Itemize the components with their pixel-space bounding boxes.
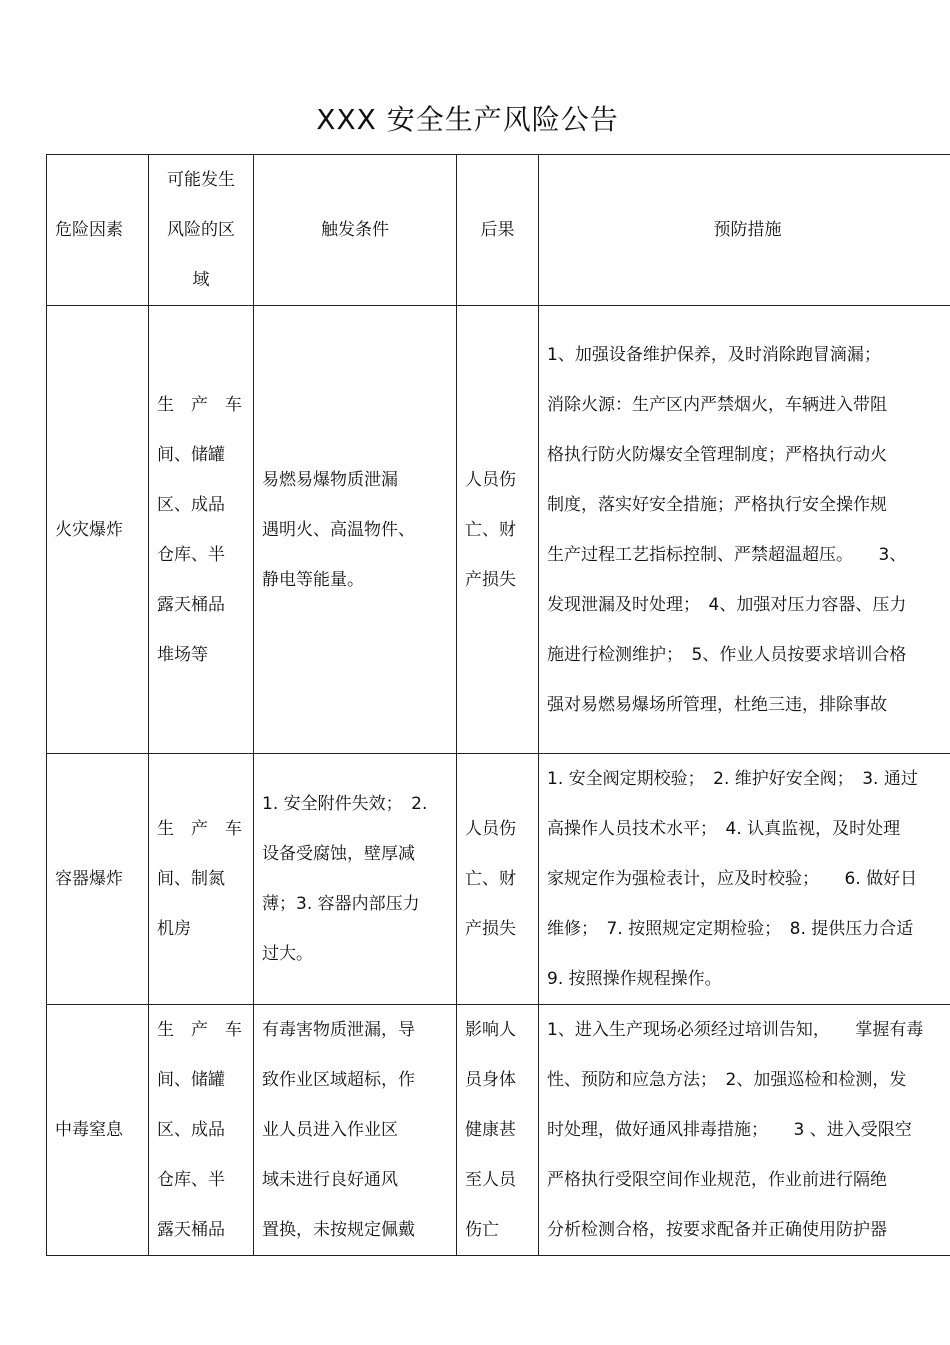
measure-line: 维修； 7. 按照规定定期检验； 8. 提供压力合适	[547, 919, 914, 939]
consequence-line: 亡、财	[465, 519, 516, 540]
consequence-line: 人员伤	[465, 819, 516, 839]
measure-line: 制度，落实好安全措施；严格执行安全操作规	[547, 494, 887, 515]
header-trigger: 触发条件	[254, 155, 457, 306]
header-area-line: 风险的区	[167, 220, 235, 240]
measures-cell	[539, 754, 950, 1005]
consequence-cell	[457, 306, 539, 754]
area-line: 露天桶品	[157, 594, 225, 615]
header-hazard: 危险因素	[47, 155, 149, 306]
consequence-line: 员身体	[465, 1070, 516, 1090]
hazard-cell: 容器爆炸	[47, 754, 149, 1005]
area-line: 生 产 车	[157, 1020, 242, 1040]
trigger-line: 1. 安全附件失效； 2.	[262, 794, 428, 814]
header-measures: 预防措施	[539, 155, 950, 306]
trigger-line: 业人员进入作业区	[262, 1120, 398, 1140]
measure-line: 生产过程工艺指标控制、严禁超温超压。 3、	[547, 544, 907, 565]
hazard-cell: 中毒窒息	[47, 1005, 149, 1256]
measure-line: 强对易燃易爆场所管理，杜绝三违，排除事故	[547, 694, 887, 715]
area-line: 堆场等	[157, 644, 208, 665]
trigger-line: 遇明火、高温物件、	[262, 519, 415, 540]
measures-cell	[539, 1005, 950, 1256]
trigger-cell	[254, 306, 457, 754]
measure-line: 1. 安全阀定期校验； 2. 维护好安全阀； 3. 通过	[547, 769, 918, 789]
trigger-line: 薄；3. 容器内部压力	[262, 894, 420, 914]
trigger-line: 静电等能量。	[262, 569, 364, 590]
consequence-line: 影响人	[465, 1020, 516, 1040]
consequence-line: 伤亡	[465, 1220, 499, 1240]
area-cell	[149, 754, 254, 1005]
table-row	[47, 1005, 950, 1256]
trigger-line: 域未进行良好通风	[262, 1170, 398, 1190]
area-line: 间、储罐	[157, 1070, 225, 1090]
measure-line: 发现泄漏及时处理； 4、加强对压力容器、压力	[547, 594, 907, 615]
header-area	[149, 155, 254, 306]
hazard-cell: 火灾爆炸	[47, 306, 149, 754]
area-line: 生 产 车	[157, 394, 242, 415]
trigger-cell	[254, 1005, 457, 1256]
consequence-line: 健康甚	[465, 1120, 516, 1140]
area-line: 仓库、半	[157, 544, 225, 565]
trigger-line: 过大。	[262, 944, 313, 964]
measure-line: 家规定作为强检表计，应及时校验； 6. 做好日	[547, 869, 918, 889]
measure-line: 消除火源：生产区内严禁烟火，车辆进入带阻	[547, 394, 887, 415]
consequence-line: 产损失	[465, 919, 516, 939]
trigger-line: 设备受腐蚀，壁厚减	[262, 844, 415, 864]
area-line: 区、成品	[157, 494, 225, 515]
trigger-line: 致作业区域超标，作	[262, 1070, 415, 1090]
area-line: 仓库、半	[157, 1170, 225, 1190]
header-consequence: 后果	[457, 155, 539, 306]
consequence-line: 亡、财	[465, 869, 516, 889]
table-header-row	[47, 155, 950, 306]
measures-cell	[539, 306, 950, 754]
area-line: 生 产 车	[157, 819, 242, 839]
area-cell	[149, 306, 254, 754]
consequence-line: 至人员	[465, 1170, 516, 1190]
area-line: 机房	[157, 919, 191, 939]
table-row	[47, 754, 950, 1005]
measure-line: 格执行防火防爆安全管理制度；严格执行动火	[547, 444, 887, 465]
area-line: 间、储罐	[157, 444, 225, 465]
measure-line: 1、加强设备维护保养，及时消除跑冒滴漏；	[547, 344, 881, 365]
trigger-line: 易燃易爆物质泄漏	[262, 469, 398, 490]
measure-line: 严格执行受限空间作业规范，作业前进行隔绝	[547, 1170, 887, 1190]
header-area-line: 域	[192, 270, 210, 290]
consequence-cell	[457, 1005, 539, 1256]
measure-line: 9. 按照操作规程操作。	[547, 969, 722, 989]
measure-line: 性、预防和应急方法； 2、加强巡检和检测，发	[547, 1070, 907, 1090]
consequence-line: 产损失	[465, 569, 516, 590]
trigger-line: 置换，未按规定佩戴	[262, 1220, 415, 1240]
area-line: 露天桶品	[157, 1220, 225, 1240]
measure-line: 高操作人员技术水平； 4. 认真监视，及时处理	[547, 819, 901, 839]
header-area-line: 可能发生	[167, 170, 235, 190]
document-title: XXX 安全生产风险公告	[316, 103, 619, 136]
trigger-cell	[254, 754, 457, 1005]
measure-line: 时处理，做好通风排毒措施； 3 、进入受限空	[547, 1120, 912, 1140]
consequence-cell	[457, 754, 539, 1005]
trigger-line: 有毒害物质泄漏，导	[262, 1020, 415, 1040]
area-line: 间、制氮	[157, 869, 225, 889]
area-line: 区、成品	[157, 1120, 225, 1140]
table-row	[47, 306, 950, 754]
measure-line: 施进行检测维护； 5、作业人员按要求培训合格	[547, 644, 907, 665]
consequence-line: 人员伤	[465, 469, 516, 490]
area-cell	[149, 1005, 254, 1256]
risk-table	[46, 154, 950, 1256]
measure-line: 分析检测合格，按要求配备并正确使用防护器	[547, 1220, 887, 1240]
measure-line: 1、进入生产现场必须经过培训告知， 掌握有毒	[547, 1020, 924, 1040]
